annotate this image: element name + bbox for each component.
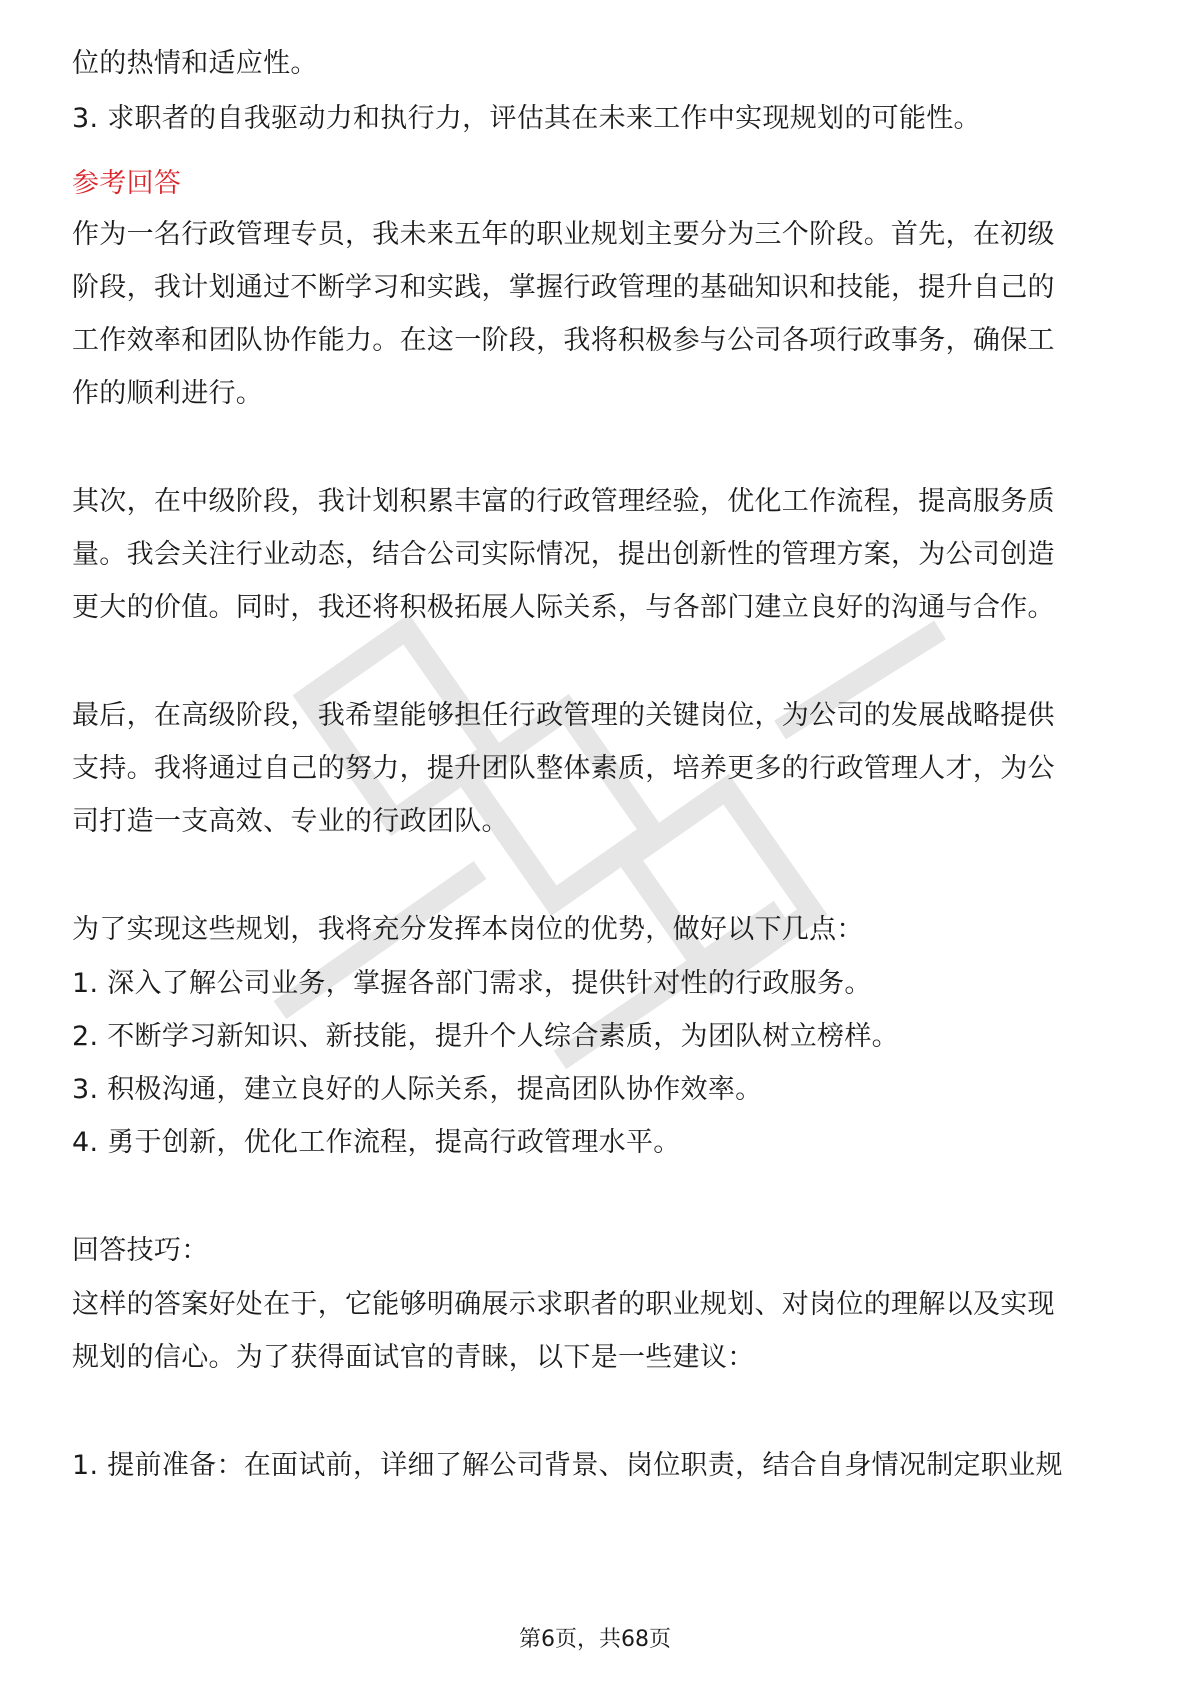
body-line: 作的顺利进行。: [72, 378, 264, 409]
body-line: 位的热情和适应性。: [72, 48, 318, 79]
body-line: 其次，在中级阶段，我计划积累丰富的行政管理经验，优化工作流程，提高服务质: [72, 486, 1055, 517]
body-line: 阶段，我计划通过不断学习和实践，掌握行政管理的基础知识和技能，提升自己的: [72, 272, 1055, 303]
body-line: 工作效率和团队协作能力。在这一阶段，我将积极参与公司各项行政事务，确保工: [72, 325, 1055, 356]
body-line: 支持。我将通过自己的努力，提升团队整体素质，培养更多的行政管理人才，为公: [72, 753, 1055, 784]
body-line: 更大的价值。同时，我还将积极拓展人际关系，与各部门建立良好的沟通与合作。: [72, 592, 1055, 623]
body-line: 规划的信心。为了获得面试官的青睐，以下是一些建议：: [72, 1342, 755, 1373]
body-line: 作为一名行政管理专员，我未来五年的职业规划主要分为三个阶段。首先，在初级: [72, 219, 1055, 250]
section-heading-reference-answer: 参考回答: [72, 168, 182, 199]
body-line: 这样的答案好处在于，它能够明确展示求职者的职业规划、对岗位的理解以及实现: [72, 1289, 1055, 1320]
body-line: 为了实现这些规划，我将充分发挥本岗位的优势，做好以下几点：: [72, 914, 864, 945]
body-line: 量。我会关注行业动态，结合公司实际情况，提出创新性的管理方案，为公司创造: [72, 539, 1055, 570]
list-item: 3. 积极沟通，建立良好的人际关系，提高团队协作效率。: [72, 1074, 763, 1105]
body-line: 最后，在高级阶段，我希望能够担任行政管理的关键岗位，为公司的发展战略提供: [72, 700, 1055, 731]
body-line: 司打造一支高效、专业的行政团队。: [72, 806, 509, 837]
list-item: 1. 提前准备：在面试前，详细了解公司背景、岗位职责，结合自身情况制定职业规: [72, 1450, 1063, 1481]
list-item: 2. 不断学习新知识、新技能，提升个人综合素质，为团队树立榜样。: [72, 1021, 899, 1052]
list-item: 1. 深入了解公司业务，掌握各部门需求，提供针对性的行政服务。: [72, 968, 872, 999]
list-item: 4. 勇于创新，优化工作流程，提高行政管理水平。: [72, 1127, 681, 1158]
watermark-stamp: [180, 590, 1000, 1150]
subheading-tips: 回答技巧：: [72, 1235, 209, 1266]
criteria-item-3: 3. 求职者的自我驱动力和执行力，评估其在未来工作中实现规划的可能性。: [72, 103, 981, 134]
page-number: 第6页，共68页: [519, 1627, 671, 1652]
